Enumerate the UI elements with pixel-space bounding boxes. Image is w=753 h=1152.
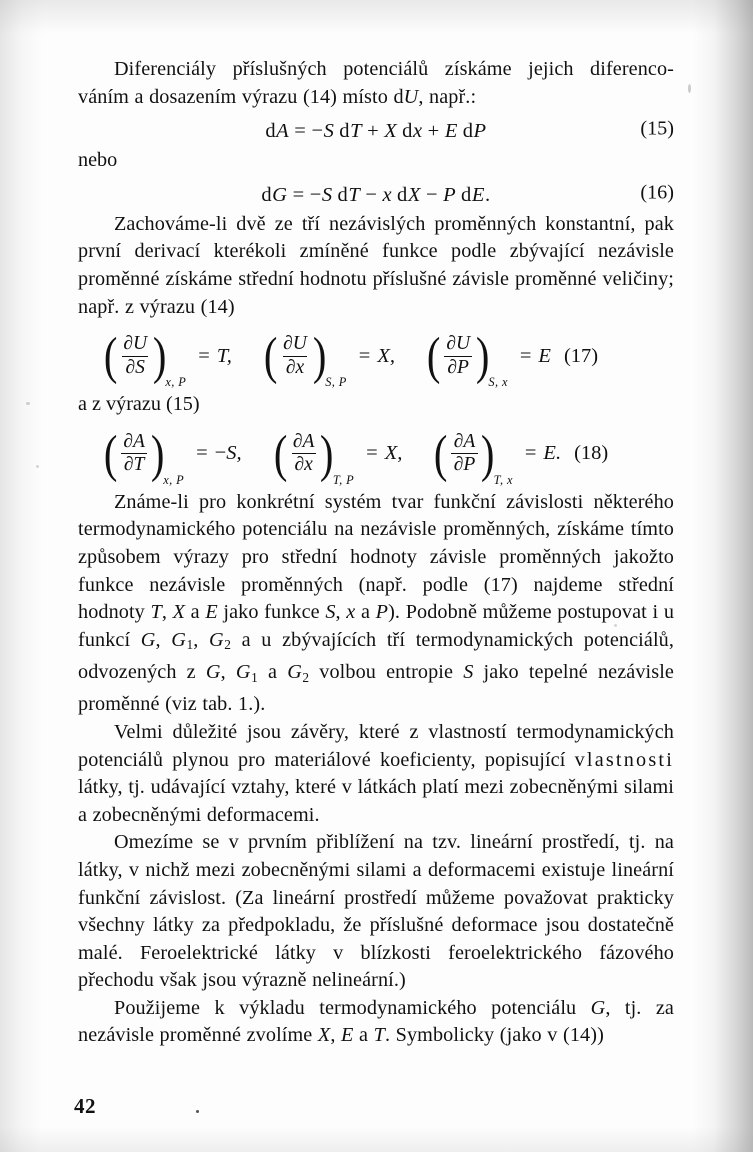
- equation-16-body: [78, 184, 674, 207]
- held-constant-subscript: S, P: [325, 375, 347, 390]
- eq15-term2-sign: +: [367, 120, 380, 143]
- fraction-denominator: ∂T: [121, 453, 147, 476]
- eq16-term2-d: d: [396, 183, 408, 206]
- symbol-x: x: [346, 601, 356, 624]
- eq16-term2-dvar: X: [407, 183, 421, 206]
- eq16-d: d: [261, 183, 273, 206]
- p4-emphasis: vlastnosti: [574, 748, 674, 771]
- symbol-P: P: [375, 601, 389, 624]
- derivative-value: E.: [543, 442, 562, 465]
- symbol-G2-subscript: 2: [302, 669, 310, 685]
- equals-sign: =: [366, 442, 378, 465]
- held-constant-subscript: x, P: [165, 375, 187, 390]
- symbol-X: X: [317, 1024, 331, 1047]
- scan-speck: [196, 1110, 199, 1113]
- derivative-value: X,: [377, 344, 395, 367]
- eq15-term2-var: X: [384, 120, 398, 143]
- symbol-T: T: [150, 601, 162, 624]
- p3-seg-c: a: [185, 601, 206, 624]
- eq15-term3-var: E: [444, 120, 458, 143]
- fraction: [290, 432, 318, 476]
- fraction: [120, 334, 150, 378]
- equals-sign: =: [196, 442, 208, 465]
- scan-edge-right: [693, 0, 753, 1152]
- equation-16: [78, 175, 674, 211]
- scan-speck: [36, 465, 39, 468]
- p3-seg-k: ,: [220, 661, 236, 684]
- eq16-term1-sign: −: [309, 183, 322, 206]
- p3-seg-l: a: [257, 661, 288, 684]
- page-text-block: [78, 56, 674, 1050]
- fraction: [443, 334, 473, 378]
- equation-17-number: (17): [563, 344, 599, 367]
- paragraph-2: Zachováme-li dvě ze tří nezávislých proměnných konstantní, pak první derivací kterékoli zmíněné funkce podle zbývající nezávisle proměnné získáme střední hodnotu příslušné závisle proměnné veličiny; např. z výrazu (14): [78, 212, 674, 318]
- derivative-value: X,: [384, 442, 403, 465]
- eq16-term1-d: d: [337, 183, 349, 206]
- symbol-G1: [171, 629, 193, 651]
- fraction-numerator: ∂U: [446, 333, 471, 354]
- p1-line1: Diferenciály příslušných potenciálů získáme jejich diferenco-: [114, 58, 674, 80]
- p3-seg-d: jako funkce: [217, 601, 326, 624]
- fraction-denominator: ∂x: [292, 453, 316, 476]
- eq15-term1-d: d: [339, 120, 351, 143]
- partial-derivative-a-p: ( $\frac{\partial A}{\partial P}$ ) T, x = E. (18): [434, 425, 609, 487]
- symbol-G2-base: G: [287, 661, 302, 684]
- eq15-lhs-var: A: [276, 120, 290, 143]
- paragraph-5: Omezíme se v prvním přiblížení na tzv. lineární prostředí, tj. na látky, v nichž mezi zobecněnými silami a deformacemi existuje lineární funkční závislost. (Za lineární prostředí můžeme považovat prakticky všechny látky za předpokladu, že příslušné deformace jsou dostatečně malé. Feroelektrické látky v blízkosti feroelektrického fázového přechodu však jsou výrazně nelineární.): [78, 831, 674, 992]
- p3-seg-h: ,: [155, 628, 172, 651]
- scan-edge-left: [0, 0, 42, 1152]
- symbol-G1-subscript: 1: [251, 669, 258, 685]
- symbol-U: U: [403, 85, 419, 108]
- fraction-denominator: ∂P: [444, 356, 472, 379]
- equation-16-number: (16): [640, 181, 674, 204]
- symbol-S: S: [463, 661, 474, 684]
- held-constant-subscript: x, P: [163, 472, 185, 487]
- eq16-lhs-var: G: [272, 183, 288, 206]
- p6-seg-d: a: [353, 1024, 374, 1047]
- p4-seg-a: Velmi důležité jsou závěry, které z vlastností termodynamických potenciálů plynou pro materiálové koeficienty, popisující: [78, 720, 674, 771]
- fraction-numerator: ∂U: [283, 333, 307, 354]
- held-constant-subscript: S, x: [488, 375, 508, 390]
- p3-seg-g: ). Podobně můžeme postupovat i u funkcí: [78, 601, 675, 651]
- p3-seg-i: ,: [193, 628, 209, 651]
- connector-nebo: nebo: [78, 149, 118, 172]
- p3-seg-e: ,: [335, 601, 347, 624]
- scan-speck: [688, 84, 691, 93]
- derivative-value: E: [538, 344, 551, 367]
- symbol-G2-base: G: [209, 628, 224, 651]
- equation-18-group: [78, 419, 674, 489]
- equals-sign: =: [524, 442, 537, 465]
- symbol-E: E: [205, 601, 218, 624]
- p1-line2-a: váním a dosazením výrazu (14) místo d: [78, 85, 404, 108]
- p3-seg-j: a u zbývajících tří termodynamických potenciálů, odvozených z: [78, 628, 674, 684]
- eq16-term1-dvar: T: [348, 183, 361, 206]
- held-constant-subscript: T, x: [493, 472, 513, 487]
- eq15-term3-d: d: [462, 120, 474, 143]
- p3-seg-m: volbou entropie: [309, 661, 464, 684]
- connector-a-z-vyrazu-15: a z výrazu (15): [78, 393, 200, 416]
- eq15-term3-dvar: P: [473, 120, 487, 143]
- partial-derivative-u-p: ( $\frac{\partial U}{\partial P}$ ) S, x = E (17): [426, 328, 599, 390]
- p1-line2-b: , např.:: [418, 85, 477, 108]
- equation-17: [78, 321, 674, 391]
- paragraph-4: [78, 719, 674, 829]
- p3-seg-b: ,: [161, 601, 173, 624]
- eq16-period: .: [484, 183, 491, 206]
- equation-15-body: [78, 117, 674, 143]
- p4-seg-b: látky, tj. udávající vztahy, které v látkách platí mezi zobecněnými silami a zobecněnými deformacemi.: [78, 776, 674, 826]
- fraction-denominator: ∂S: [122, 356, 147, 379]
- scan-speck: [26, 402, 30, 405]
- eq15-term2-d: d: [402, 120, 413, 143]
- page-number: 42: [74, 1094, 96, 1118]
- fraction-numerator: ∂U: [123, 333, 148, 354]
- partial-derivative-u-s: ( $\frac{\partial U}{\partial S}$ ) x, P = T,: [103, 328, 232, 390]
- paragraph-6: [78, 995, 674, 1050]
- equation-15: [78, 111, 674, 147]
- fraction: [120, 432, 148, 476]
- symbol-G: G: [140, 628, 156, 651]
- symbol-S: S: [325, 601, 336, 624]
- held-constant-subscript: T, P: [332, 472, 355, 487]
- symbol-G: G: [205, 661, 221, 684]
- symbol-G1-base: G: [171, 628, 186, 651]
- paragraph-3: [78, 489, 674, 719]
- equation-18: [78, 419, 674, 489]
- fraction-numerator: ∂A: [453, 430, 476, 452]
- p6-seg-a: Použijeme k výkladu termodynamického potenciálu: [114, 996, 591, 1019]
- p3-seg-a: Známe-li pro konkrétní systém tvar funkční závislosti některého termodynamického potenciálu na nezávisle proměnných, získáme tímto způsobem výrazy pro střední hodnoty závisle proměnných jakožto funkce nezávisle proměnných (např. podle (17) najdeme střední hodnoty: [78, 490, 674, 624]
- symbol-G1-base: G: [235, 661, 251, 684]
- fraction-denominator: ∂P: [451, 453, 479, 476]
- eq16-term3-dvar: E: [471, 183, 485, 206]
- symbol-X: X: [172, 601, 186, 624]
- eq16-equals: =: [292, 183, 305, 206]
- eq16-term3-var: P: [443, 183, 457, 206]
- equation-17-group: [78, 321, 674, 391]
- p3-seg-f: a: [355, 601, 376, 624]
- symbol-E: E: [341, 1024, 354, 1047]
- derivative-value: T,: [216, 344, 232, 367]
- equals-sign: =: [519, 344, 532, 367]
- eq16-term3-sign: −: [425, 183, 439, 206]
- partial-derivative-u-x: ( $\frac{\partial U}{\partial x}$ ) S, P = X,: [263, 328, 395, 390]
- p3-seg-n: jako tepelné nezávisle proměnné (viz tab. 1.).: [78, 661, 674, 716]
- equation-15-number: (15): [640, 117, 674, 140]
- symbol-G1-subscript: 1: [186, 637, 194, 653]
- eq15-equals: =: [294, 120, 307, 143]
- p6-seg-b: , tj. za nezávisle proměnné zvolíme: [78, 996, 674, 1047]
- fraction: [280, 334, 310, 378]
- symbol-G2: [287, 661, 309, 683]
- eq16-term3-d: d: [460, 183, 472, 206]
- eq16-term2-var: x: [382, 183, 393, 206]
- scan-edge-top: [0, 0, 753, 34]
- eq16-term1-var: S: [321, 183, 333, 206]
- eq15-term1-var: S: [323, 120, 335, 143]
- eq15-term1-dvar: T: [350, 120, 363, 143]
- p6-seg-e: . Symbolicky (jako v (14)): [384, 1024, 604, 1047]
- symbol-G1: [236, 661, 258, 683]
- eq15-d: d: [265, 120, 277, 143]
- negative-sign: −: [214, 442, 227, 465]
- eq15-term1-sign: −: [311, 120, 324, 143]
- equation-18-number: (18): [574, 442, 609, 465]
- eq15-term3-sign: +: [427, 120, 440, 143]
- partial-derivative-a-t: ( $\frac{\partial A}{\partial T}$ ) x, P = − S,: [103, 425, 242, 487]
- fraction-numerator: ∂A: [123, 430, 145, 452]
- fraction-numerator: ∂A: [292, 430, 315, 452]
- fraction-denominator: ∂x: [283, 356, 307, 379]
- symbol-G2: [209, 629, 231, 651]
- p6-seg-c: ,: [330, 1024, 342, 1047]
- symbol-T: T: [373, 1024, 385, 1047]
- symbol-G2-subscript: 2: [224, 637, 231, 653]
- equals-sign: =: [358, 344, 371, 367]
- scan-edge-bottom: [0, 1126, 753, 1152]
- partial-derivative-a-x: ( $\frac{\partial A}{\partial x}$ ) T, P = X,: [273, 425, 403, 487]
- fraction: [451, 432, 479, 476]
- paragraph-1: [78, 56, 674, 111]
- eq16-term2-sign: −: [365, 183, 378, 206]
- derivative-value: S,: [226, 442, 242, 465]
- symbol-G: G: [590, 996, 606, 1019]
- eq15-term2-dvar: x: [412, 120, 423, 143]
- equals-sign: =: [198, 344, 210, 367]
